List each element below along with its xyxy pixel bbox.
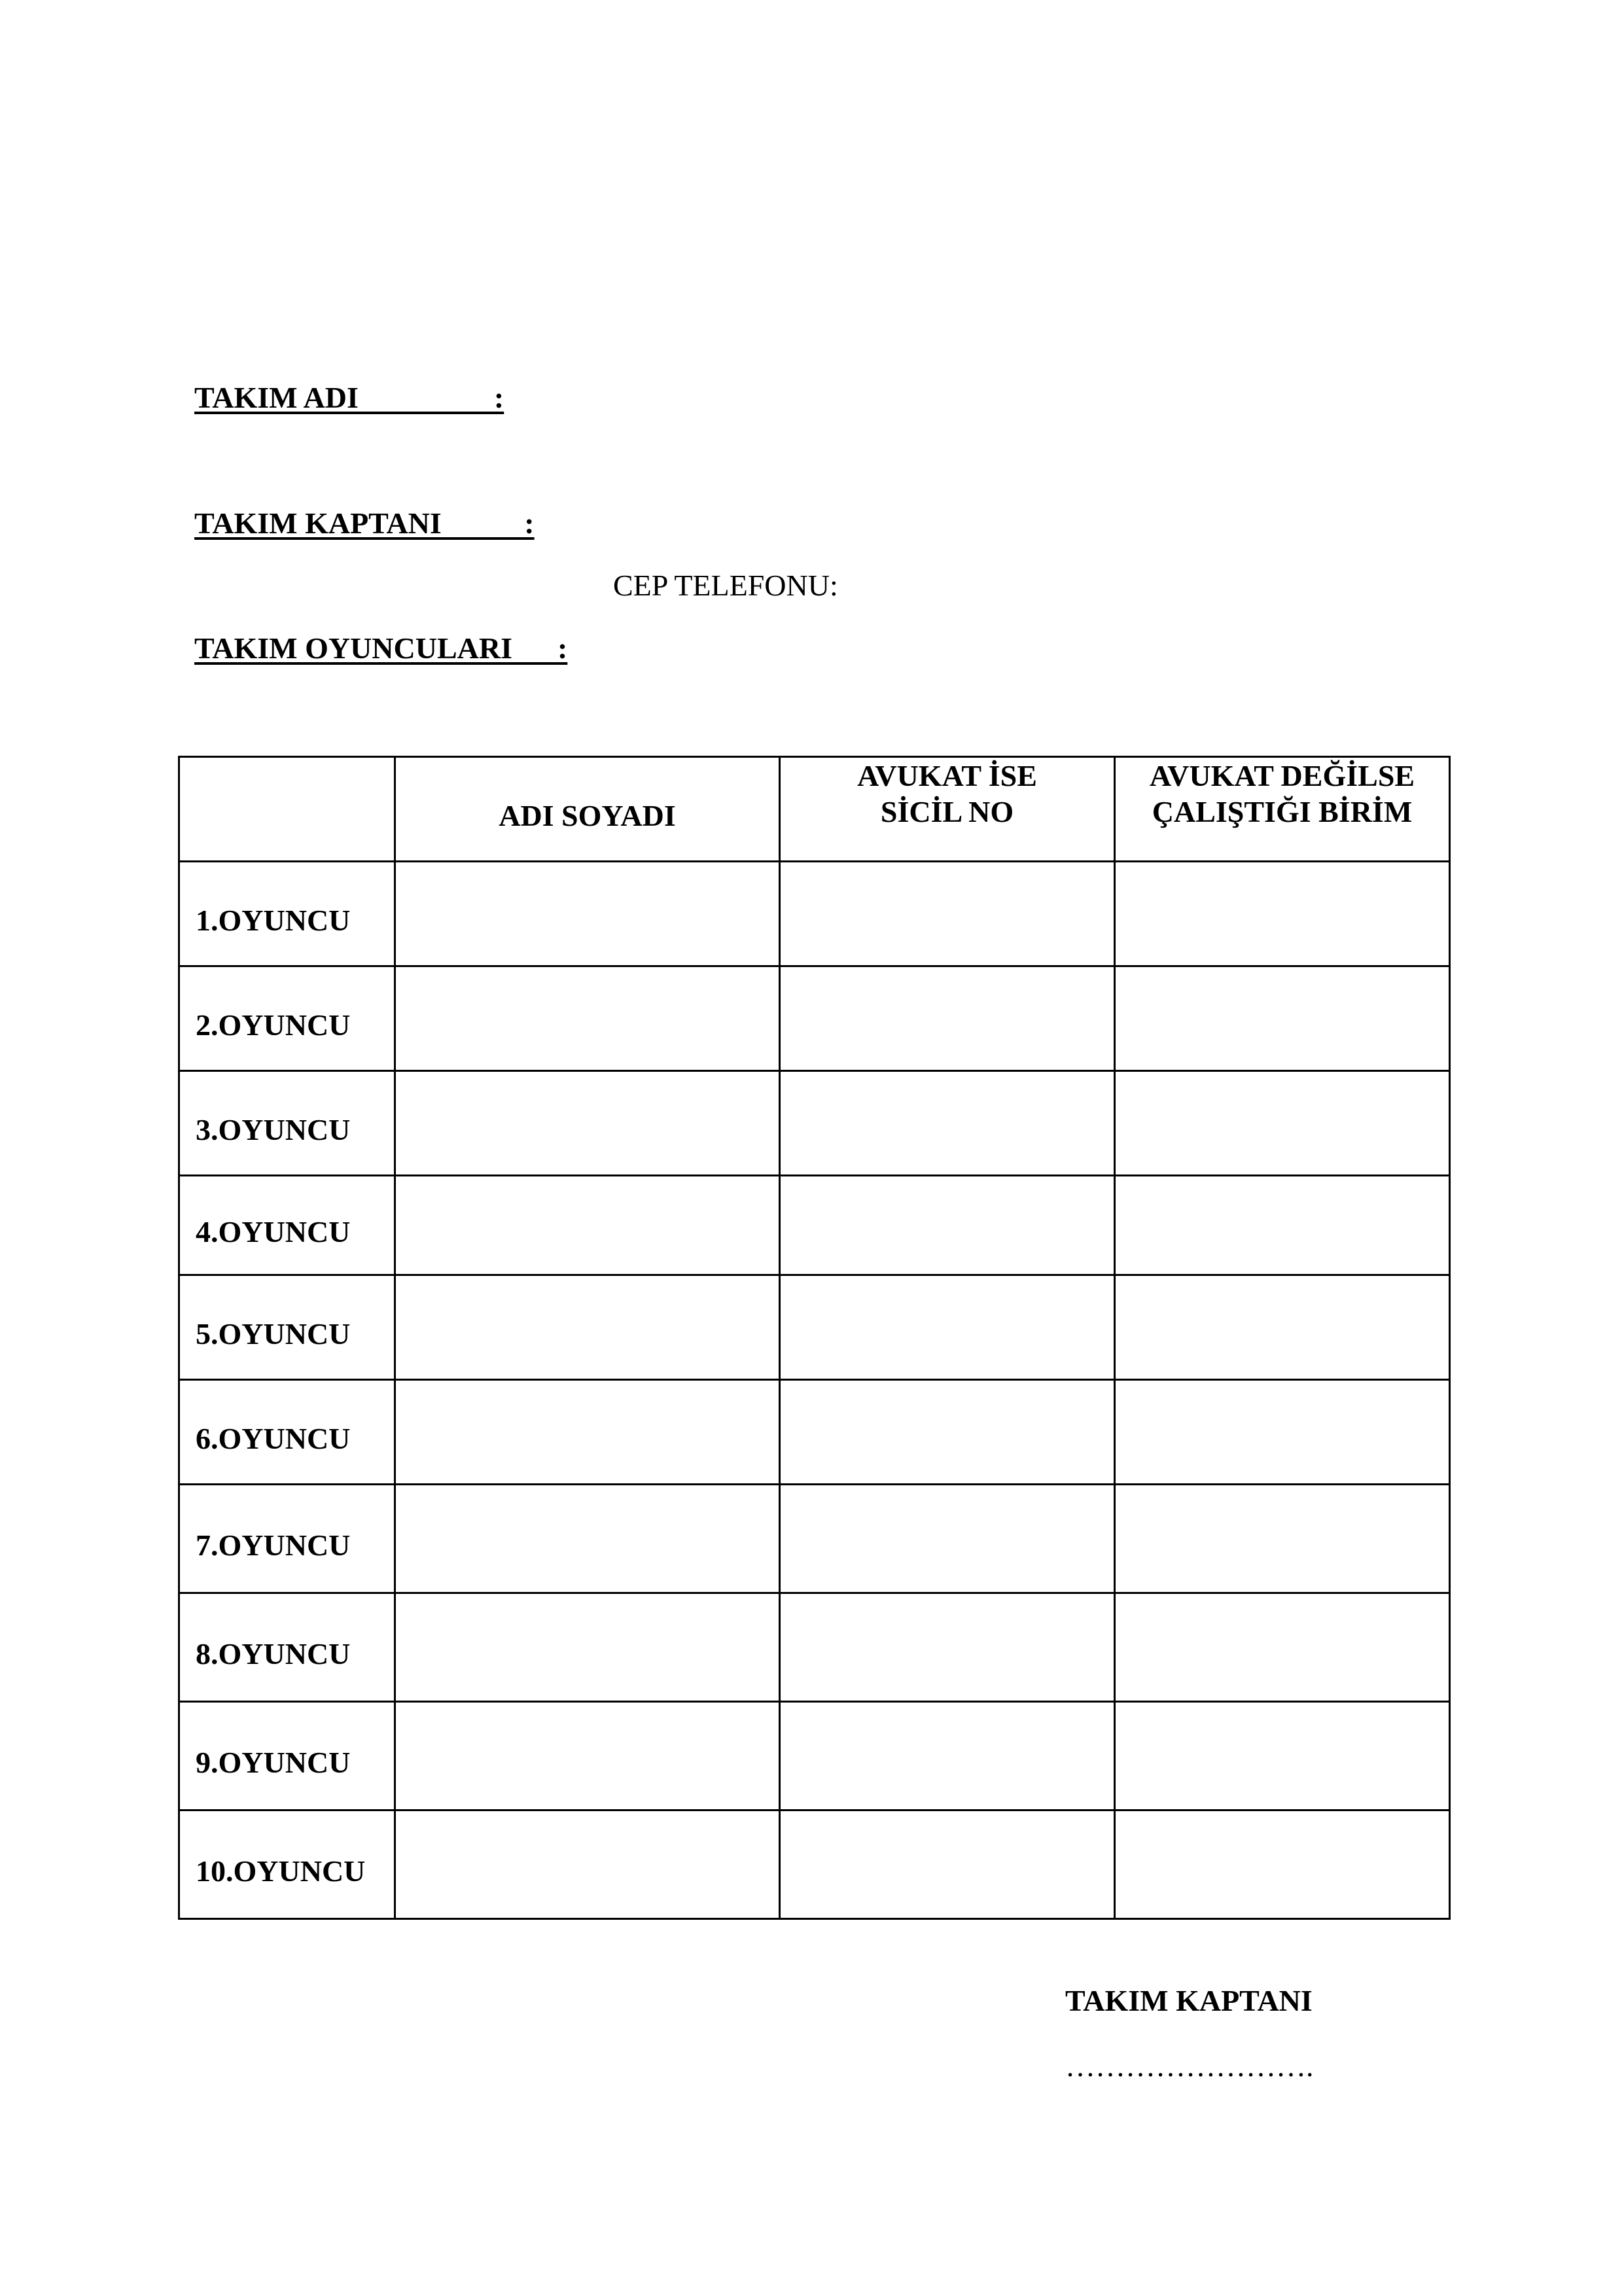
table-row [179, 1176, 1450, 1275]
player-name-cell[interactable] [395, 1380, 780, 1485]
player-sicil-cell[interactable] [780, 1593, 1115, 1702]
signature-title: TAKIM KAPTANI [1065, 1984, 1313, 2017]
player-sicil-cell[interactable] [780, 1176, 1115, 1275]
player-unit-cell[interactable] [1115, 966, 1450, 1071]
player-unit-cell[interactable] [1115, 1071, 1450, 1176]
team-name-label: TAKIM ADI : [194, 381, 504, 414]
player-sicil-cell[interactable] [780, 1702, 1115, 1810]
signature-line: ……………………. [1065, 2049, 1314, 2083]
table-row [179, 862, 1450, 966]
player-name-cell[interactable] [395, 1702, 780, 1810]
player-label: 1.OYUNCU [179, 862, 395, 966]
table-header-row [179, 757, 1450, 862]
player-label: 6.OYUNCU [179, 1380, 395, 1485]
player-unit-cell[interactable] [1115, 862, 1450, 966]
player-label: 5.OYUNCU [179, 1275, 395, 1380]
table-header-cell [780, 757, 1115, 862]
table-row [179, 1810, 1450, 1919]
table-row [179, 1275, 1450, 1380]
table-row [179, 1071, 1450, 1176]
player-unit-cell[interactable] [1115, 1485, 1450, 1593]
table-row [179, 1702, 1450, 1810]
players-table [178, 756, 1451, 1920]
player-unit-cell[interactable] [1115, 1702, 1450, 1810]
table-header-text: AVUKAT İSE [857, 759, 1037, 792]
player-name-cell[interactable] [395, 1176, 780, 1275]
player-sicil-cell[interactable] [780, 1275, 1115, 1380]
player-label: 7.OYUNCU [179, 1485, 395, 1593]
table-header-text: SİCİL NO [880, 795, 1014, 829]
player-name-cell[interactable] [395, 862, 780, 966]
table-header-text: ADI SOYADI [499, 798, 676, 832]
phone-label: CEP TELEFONU: [613, 569, 838, 602]
player-label: 10.OYUNCU [179, 1810, 395, 1919]
table-row [179, 1593, 1450, 1702]
player-unit-cell[interactable] [1115, 1593, 1450, 1702]
player-unit-cell[interactable] [1115, 1380, 1450, 1485]
table-header-cell [179, 757, 395, 862]
player-name-cell[interactable] [395, 1485, 780, 1593]
player-sicil-cell[interactable] [780, 862, 1115, 966]
player-unit-cell[interactable] [1115, 1275, 1450, 1380]
table-header-text: ÇALIŞTIĞI BİRİM [1152, 795, 1413, 829]
player-sicil-cell[interactable] [780, 1380, 1115, 1485]
player-name-cell[interactable] [395, 1071, 780, 1176]
player-unit-cell[interactable] [1115, 1176, 1450, 1275]
player-name-cell[interactable] [395, 966, 780, 1071]
player-label: 2.OYUNCU [179, 966, 395, 1071]
player-unit-cell[interactable] [1115, 1810, 1450, 1919]
player-sicil-cell[interactable] [780, 1810, 1115, 1919]
player-label: 3.OYUNCU [179, 1071, 395, 1176]
player-sicil-cell[interactable] [780, 966, 1115, 1071]
player-label: 9.OYUNCU [179, 1702, 395, 1810]
team-players-label: TAKIM OYUNCULARI : [194, 631, 568, 665]
player-name-cell[interactable] [395, 1275, 780, 1380]
table-row [179, 966, 1450, 1071]
table-row [179, 1485, 1450, 1593]
table-header-cell [1115, 757, 1450, 862]
player-name-cell[interactable] [395, 1810, 780, 1919]
player-label: 4.OYUNCU [179, 1176, 395, 1275]
player-sicil-cell[interactable] [780, 1071, 1115, 1176]
table-row [179, 1380, 1450, 1485]
team-captain-label: TAKIM KAPTANI : [194, 506, 535, 540]
table-header-text: AVUKAT DEĞİLSE [1149, 759, 1415, 792]
player-name-cell[interactable] [395, 1593, 780, 1702]
table-header-cell [395, 757, 780, 862]
player-label: 8.OYUNCU [179, 1593, 395, 1702]
player-sicil-cell[interactable] [780, 1485, 1115, 1593]
